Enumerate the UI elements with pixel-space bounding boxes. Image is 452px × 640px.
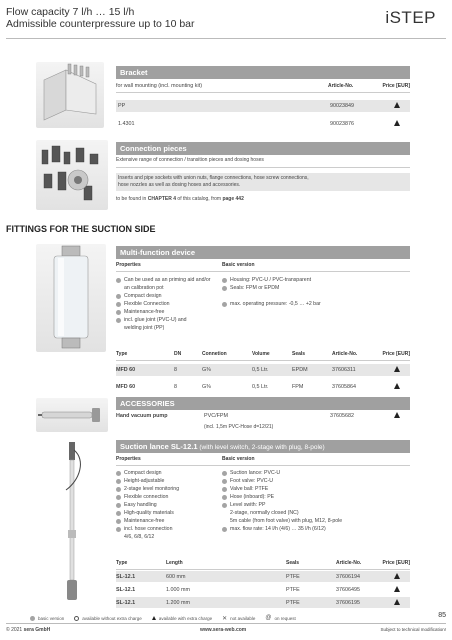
list-item: 2-stage level monitoring — [116, 485, 220, 493]
basic-version-dot-icon — [222, 471, 227, 476]
lance-properties-label: Properties — [116, 456, 141, 462]
basic-version-dot-icon — [116, 519, 121, 524]
basic-version-dot-icon — [116, 278, 121, 283]
page-title — [6, 6, 195, 30]
list-item: Compact design — [116, 292, 220, 300]
list-item: welding joint (PP) — [124, 325, 165, 331]
list-item: Compact design — [116, 469, 220, 477]
ref-page: page 442 — [222, 196, 244, 202]
bracket-table-header — [116, 80, 410, 91]
legend-not: not available — [230, 615, 256, 621]
list-item: Seals: FPM or EPDM — [222, 284, 412, 292]
basic-version-dot-icon — [116, 302, 121, 307]
available-with-charge-icon — [152, 616, 156, 620]
basic-version-dot-icon — [222, 479, 227, 484]
lance-properties-list — [116, 469, 220, 541]
available-with-charge-icon — [394, 412, 400, 418]
list-item: max. flow rate: 14 l/h (4/6) … 35 l/h (6/12) — [222, 525, 412, 533]
multifunction-basic-list — [222, 276, 412, 308]
bracket-type: 1.4301 — [118, 121, 135, 127]
without-charge-circle-icon — [74, 616, 79, 621]
connection-header — [116, 142, 410, 155]
list-item: Suction lance: PVC-U — [222, 469, 412, 477]
basic-version-dot-icon — [222, 487, 227, 492]
title-line-2: Admissible counterpressure up to 10 bar — [6, 18, 195, 30]
table-row — [116, 118, 410, 130]
available-with-charge-icon — [394, 366, 400, 372]
accessory-note: (incl. 1,5m PVC-Hose d=12/21) — [204, 424, 274, 430]
connection-desc: Extensive range of connection / transition pieces and dosing hoses — [116, 157, 264, 163]
lance-basic-label: Basic version — [222, 456, 255, 462]
company-name: sera GmbH — [23, 627, 51, 633]
suction-side-heading: FITTINGS FOR THE SUCTION SIDE — [6, 224, 156, 234]
list-item: 2-stage, normally closed (NC) — [230, 510, 299, 516]
bracket-divider — [116, 92, 410, 93]
list-item: Hose (inboard): PE — [222, 493, 412, 501]
bracket-header — [116, 66, 410, 79]
list-item: Housing: PVC-U / PVC-transparent — [222, 276, 412, 284]
ref-mid: of this catalog, from — [176, 196, 223, 202]
list-item: Foot valve: PVC-U — [222, 477, 412, 485]
legend-basic: basic version — [38, 615, 65, 621]
list-item: incl. glue joint (PVC-U) and — [116, 316, 220, 324]
accessory-spec: PVC/FPM — [204, 413, 228, 419]
list-item: High-quality materials — [116, 509, 220, 517]
basic-version-dot-icon — [116, 511, 121, 516]
footer-note: Subject to technical modification! — [380, 627, 446, 632]
available-with-charge-icon — [394, 383, 400, 389]
col-article: Article-No. — [328, 82, 354, 89]
bracket-article: 90023876 — [330, 121, 354, 127]
connection-text — [116, 173, 410, 191]
basic-version-dot-icon — [116, 471, 121, 476]
list-item: 4/6, 6/8, 6/12 — [124, 534, 155, 540]
brand-logo: iSTEP — [385, 8, 436, 27]
legend — [30, 614, 420, 622]
title-line-1: Flow capacity 7 l/h … 15 l/h — [6, 6, 135, 18]
multifunction-header — [116, 246, 410, 259]
suction-lance-title: Suction lance SL-12.1 — [120, 442, 198, 451]
list-item: Level swith: PP — [222, 501, 412, 509]
connection-text-1: Inserts and pipe sockets with union nuts, flange connections, hose screw connections, — [118, 175, 309, 181]
page-number: 85 — [438, 612, 446, 619]
connection-text-2: hose nozzles as well as dosing hoses and accessories. — [118, 182, 241, 188]
list-item: Flexible Connection — [116, 300, 220, 308]
basic-version-dot-icon — [222, 278, 227, 283]
properties-label: Properties — [116, 262, 141, 268]
list-item: Valve ball: PTFE — [222, 485, 412, 493]
list-item: Flexible connection — [116, 493, 220, 501]
website-link[interactable]: www.sera-web.com — [200, 627, 247, 633]
suction-lance-image — [36, 440, 108, 604]
multifunction-title: Multi-function device — [120, 248, 195, 257]
list-item: 5m cable (from foot valve) with plug, M12, 8-pole — [230, 518, 343, 524]
available-with-charge-icon — [394, 599, 400, 605]
table-divider — [116, 360, 410, 361]
ref-chapter: CHAPTER 4 — [147, 196, 177, 202]
basic-version-dot-icon — [222, 503, 227, 508]
legend-without: available without extra charge — [82, 615, 142, 621]
basic-version-dot-icon — [222, 286, 227, 291]
basic-version-dot-icon — [116, 527, 121, 532]
footer-divider — [6, 623, 446, 624]
multifunction-divider — [116, 271, 410, 272]
on-request-icon: @ — [265, 615, 272, 621]
suction-lance-subtitle: (with level switch, 2-stage with plug, 8-pole) — [197, 444, 325, 451]
table-row: SL-12.1 1.000 mm PTFE 37606495 — [116, 584, 410, 595]
accessory-name: Hand vacuum pump — [116, 413, 168, 419]
col-price: Price [EUR] — [382, 82, 410, 89]
lance-table-header: Type Length Seals Article-No. Price [EUR] — [116, 560, 410, 566]
list-item: Easy handling — [116, 501, 220, 509]
not-available-icon: ✕ — [222, 615, 228, 622]
basic-version-dot-icon — [116, 503, 121, 508]
copyright-text: © 2021 — [6, 627, 24, 633]
list-item: incl. hose connection — [116, 525, 220, 533]
header-divider — [6, 38, 446, 39]
table-row: MFD 60 8 G⅜ 0,5 Ltr. FPM 37605864 — [116, 381, 410, 393]
multifunction-table-header: Type DN Connetion Volume Seals Article-No. Price [EUR] — [116, 351, 410, 357]
suction-lance-header — [116, 440, 410, 453]
bracket-title: Bracket — [120, 68, 148, 77]
available-with-charge-icon — [394, 120, 400, 126]
chapter-reference — [116, 196, 244, 202]
bracket-desc: for wall mounting (incl. mounting kit) — [116, 82, 202, 89]
basic-version-dot-icon — [116, 495, 121, 500]
bracket-article: 90023849 — [330, 103, 354, 109]
connection-title: Connection pieces — [120, 144, 187, 153]
basic-version-dot-icon — [116, 479, 121, 484]
lance-table-divider — [116, 569, 410, 570]
bracket-type: PP — [118, 103, 126, 109]
basic-version-label: Basic version — [222, 262, 255, 268]
legend-with: available with extra charge — [158, 615, 213, 621]
ref-prefix: to be found in — [116, 196, 148, 202]
table-row: MFD 60 8 G⅜ 0,5 Ltr. EPDM 37606311 — [116, 364, 410, 376]
legend-request: on request — [274, 615, 296, 621]
list-item: Maintenance-free — [116, 308, 220, 316]
available-with-charge-icon — [394, 586, 400, 592]
available-with-charge-icon — [394, 573, 400, 579]
table-row — [116, 100, 410, 112]
hand-vacuum-pump-image — [36, 398, 108, 432]
table-row — [116, 411, 410, 421]
lance-divider — [116, 465, 410, 466]
basic-version-dot-icon — [116, 294, 121, 299]
basic-version-dot-icon — [222, 302, 227, 307]
list-item: Maintenance-free — [116, 517, 220, 525]
basic-version-dot-icon — [116, 487, 121, 492]
accessories-header — [116, 397, 410, 410]
basic-version-dot-icon — [222, 527, 227, 532]
bracket-image — [36, 62, 104, 128]
multifunction-device-image — [36, 244, 106, 352]
basic-version-dot-icon — [116, 310, 121, 315]
basic-version-dot-icon — [30, 616, 35, 621]
connection-divider — [116, 167, 410, 168]
table-row: SL-12.1 1.200 mm PTFE 37606195 — [116, 597, 410, 608]
accessories-title: ACCESSORIES — [120, 399, 175, 408]
accessory-article: 37605682 — [330, 413, 354, 419]
connection-pieces-image — [36, 140, 108, 210]
basic-version-dot-icon — [222, 495, 227, 500]
available-with-charge-icon — [394, 102, 400, 108]
lance-basic-list — [222, 469, 412, 533]
table-row: SL-12.1 600 mm PTFE 37606194 — [116, 571, 410, 582]
multifunction-properties-list — [116, 276, 220, 332]
list-item: max. operating pressure: -0,5 … +2 bar — [222, 300, 412, 308]
list-item: Height-adjustable — [116, 477, 220, 485]
list-item: Can be used as an priming aid and/or — [116, 276, 220, 284]
basic-version-dot-icon — [116, 318, 121, 323]
list-item: an calibration pot — [124, 285, 164, 291]
copyright — [6, 627, 50, 633]
